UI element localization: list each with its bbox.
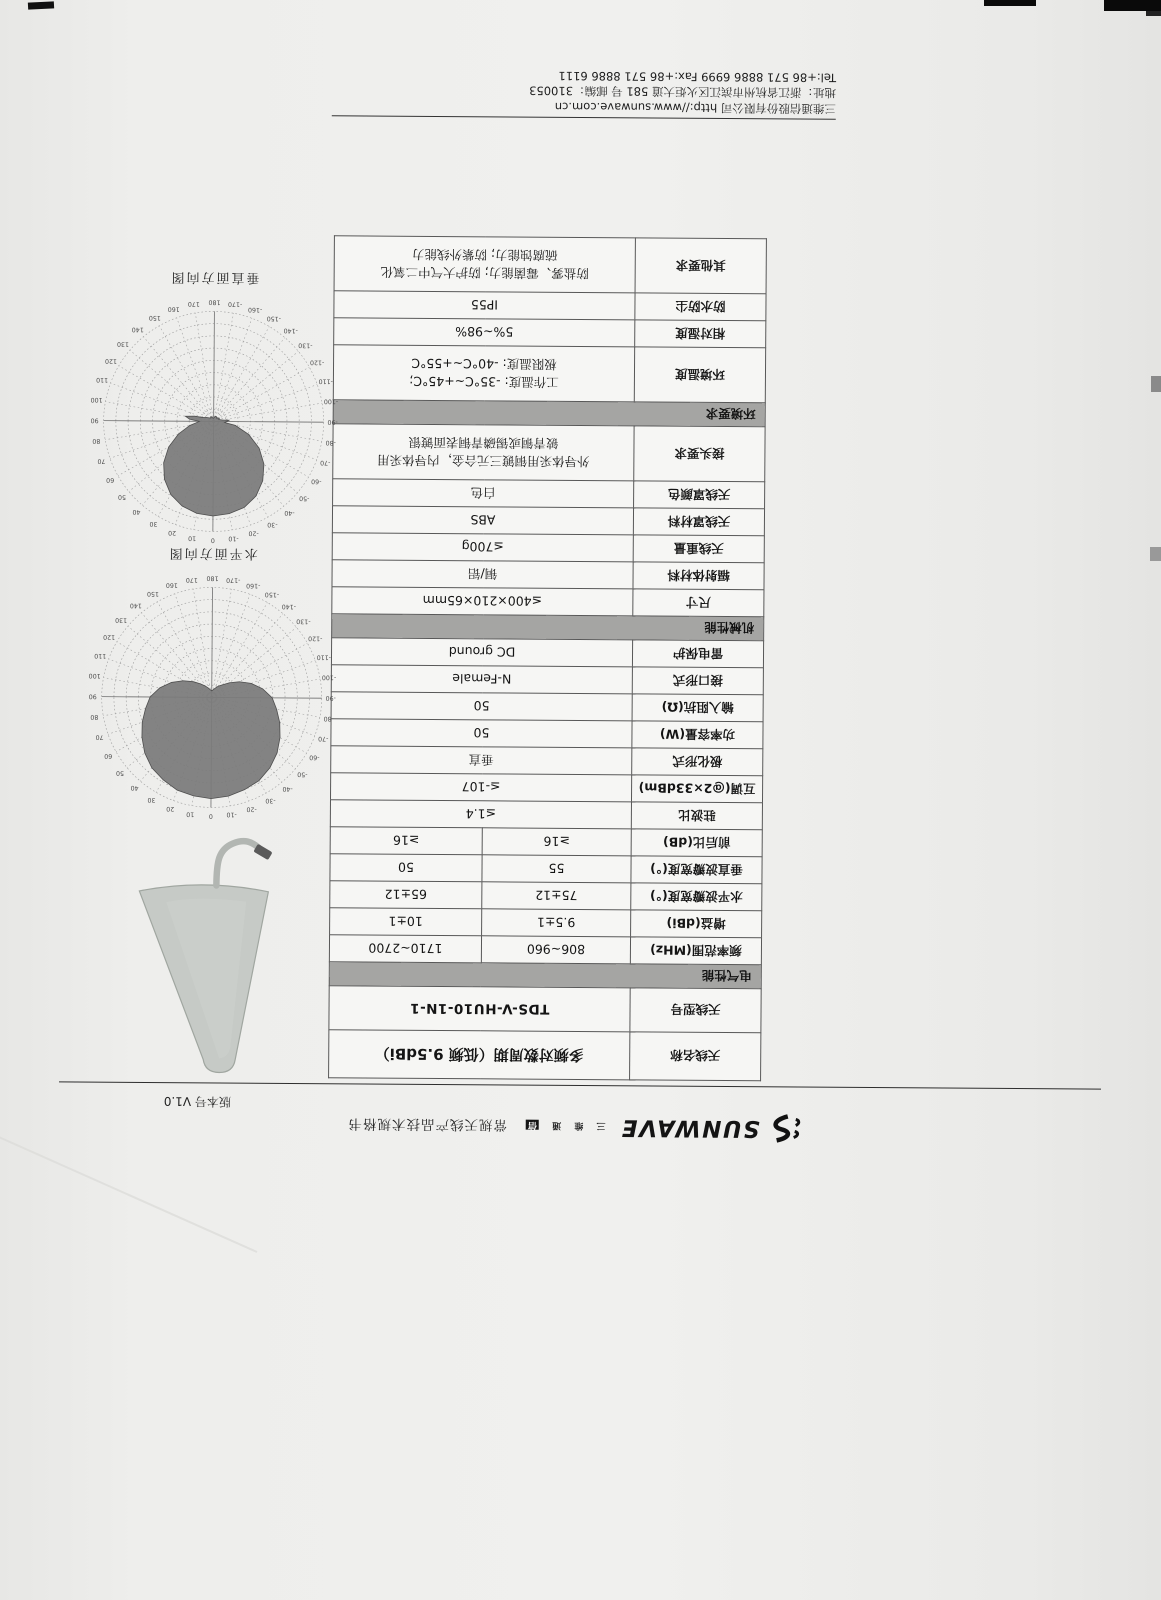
horizontal-pattern-caption: 水平面方向图 xyxy=(167,545,258,561)
header-rule xyxy=(59,1081,1101,1089)
svg-text:-20: -20 xyxy=(248,529,259,537)
spec-value-cell: ≤1.4 xyxy=(330,800,631,829)
svg-text:170: 170 xyxy=(187,300,200,308)
spec-label-cell: 相对湿度 xyxy=(635,320,766,348)
svg-text:-80: -80 xyxy=(325,438,336,446)
svg-text:60: 60 xyxy=(104,752,113,760)
svg-text:160: 160 xyxy=(167,305,180,313)
spec-label-cell: 极化形式 xyxy=(632,748,763,776)
horizontal-pattern-chart xyxy=(73,544,339,822)
section-header-cell: 环境要求 xyxy=(333,400,765,427)
spec-value-cell: DC ground xyxy=(331,638,632,667)
spec-label-cell: 天线型号 xyxy=(630,988,761,1033)
svg-text:-130: -130 xyxy=(296,617,311,625)
section-header-cell: 机械性能 xyxy=(332,614,764,641)
spec-value-cell: 50 xyxy=(331,719,632,748)
svg-text:150: 150 xyxy=(148,313,161,322)
svg-text:-170: -170 xyxy=(226,576,241,584)
spec-label-cell: 天线重量 xyxy=(633,535,764,563)
svg-text:120: 120 xyxy=(104,357,118,365)
svg-text:-100: -100 xyxy=(323,397,339,405)
svg-text:-120: -120 xyxy=(308,634,323,642)
vertical-pattern-plot xyxy=(87,295,341,547)
svg-text:70: 70 xyxy=(97,457,106,465)
spec-value-cell: 多频对数周期（低频 9.5dBi） xyxy=(329,1030,630,1080)
spec-label-cell: 驻波比 xyxy=(631,802,762,830)
spec-label-cell: 功率容量(W) xyxy=(632,721,763,749)
svg-text:80: 80 xyxy=(90,713,99,721)
svg-text:-60: -60 xyxy=(311,477,322,485)
svg-text:-100: -100 xyxy=(321,673,337,681)
spec-label-cell: 尺寸 xyxy=(633,589,764,617)
spec-value-cell: 铜/铝 xyxy=(332,560,633,589)
spec-value-cell: ≥16 xyxy=(482,828,631,856)
spec-table-body xyxy=(329,236,767,1081)
svg-text:180: 180 xyxy=(206,574,219,582)
spec-label-cell: 增益(dBi) xyxy=(631,910,762,938)
svg-text:100: 100 xyxy=(90,395,103,403)
svg-text:80: 80 xyxy=(92,437,101,445)
spec-value-cell: 806~960 xyxy=(481,936,630,964)
spec-table xyxy=(325,235,767,1081)
svg-text:-140: -140 xyxy=(283,326,298,334)
spec-label-cell: 雷电保护 xyxy=(632,640,763,668)
footer-company-line: 三维通信股份有限公司 http://www.sunwave.com.cn xyxy=(554,99,836,116)
svg-text:140: 140 xyxy=(129,601,142,609)
spec-value-cell: 外导体采用铜镀三元合金，内导体采用 铍青铜或锡磷青铜表面镀银 xyxy=(333,424,634,481)
svg-text:20: 20 xyxy=(166,804,175,812)
svg-text:90: 90 xyxy=(90,416,99,424)
horizontal-pattern-plot xyxy=(85,571,339,823)
spec-value-cell: 5%~98% xyxy=(334,318,635,347)
svg-text:50: 50 xyxy=(117,493,126,501)
spec-label-cell: 垂直波瓣宽度(°) xyxy=(631,856,762,884)
svg-text:10: 10 xyxy=(188,534,197,542)
spec-value-cell: 55 xyxy=(482,855,631,883)
spec-value-cell: ABS xyxy=(332,506,633,535)
spec-label-cell: 频率范围(MHz) xyxy=(630,937,761,965)
spec-value-cell: 垂直 xyxy=(331,746,632,775)
svg-text:-150: -150 xyxy=(266,314,282,322)
logo-cn-text: 三 维 通 信 xyxy=(527,1120,606,1131)
svg-text:110: 110 xyxy=(96,375,109,383)
logo-wordmark: SUNWAVE xyxy=(620,1114,760,1142)
section-header-cell: 电气性能 xyxy=(329,962,761,989)
svg-text:90: 90 xyxy=(88,692,97,700)
svg-text:-120: -120 xyxy=(309,358,325,366)
svg-text:40: 40 xyxy=(130,784,139,792)
spec-label-cell: 天线罩颜色 xyxy=(634,481,765,509)
spec-value-cell: 75±12 xyxy=(482,882,631,910)
svg-text:140: 140 xyxy=(131,325,144,333)
spec-label-cell: 接口形式 xyxy=(632,667,763,695)
spec-value-cell: ≤700g xyxy=(332,533,633,562)
antenna-photo xyxy=(130,825,277,1078)
svg-text:110: 110 xyxy=(94,651,107,659)
spec-label-cell: 天线名称 xyxy=(630,1032,761,1081)
footer-address-line: 地址：浙江省杭州市滨江区火炬大道 581 号 邮编：310053 xyxy=(529,84,836,101)
svg-text:-90: -90 xyxy=(327,418,338,426)
svg-text:-80: -80 xyxy=(323,714,334,722)
svg-text:150: 150 xyxy=(146,589,159,597)
svg-text:20: 20 xyxy=(168,528,177,536)
svg-text:-60: -60 xyxy=(309,753,320,761)
spec-value-cell: N-Female xyxy=(331,665,632,694)
svg-text:160: 160 xyxy=(165,581,178,589)
svg-text:-40: -40 xyxy=(282,785,293,793)
spec-label-cell: 天线罩材料 xyxy=(633,508,764,536)
svg-text:30: 30 xyxy=(149,520,158,528)
sunwave-logo-icon xyxy=(769,1113,803,1143)
spec-value-cell: 10±1 xyxy=(330,908,482,936)
page-footer xyxy=(332,66,836,120)
svg-text:130: 130 xyxy=(116,340,130,348)
spec-value-cell: 50 xyxy=(330,854,482,882)
svg-text:-50: -50 xyxy=(297,770,308,778)
svg-text:-140: -140 xyxy=(281,602,297,610)
svg-text:-70: -70 xyxy=(320,458,331,466)
svg-text:120: 120 xyxy=(103,633,116,641)
spec-value-cell: 白色 xyxy=(333,479,634,508)
svg-text:60: 60 xyxy=(106,476,115,484)
spec-label-cell: 辐射体材料 xyxy=(633,562,764,590)
svg-text:30: 30 xyxy=(147,796,156,804)
svg-text:-70: -70 xyxy=(318,734,329,742)
spec-value-cell: 工作温度: -35°C~+45°C; 极限温度: -40°C~+55°C xyxy=(333,345,634,402)
spec-label-cell: 环境温度 xyxy=(634,347,765,403)
svg-text:-40: -40 xyxy=(284,509,295,517)
svg-text:-10: -10 xyxy=(228,534,239,542)
svg-text:-10: -10 xyxy=(226,810,237,818)
spec-label-cell: 水平波瓣宽度(°) xyxy=(631,883,762,911)
antenna-photo-image xyxy=(130,825,277,1078)
svg-text:50: 50 xyxy=(115,769,125,777)
svg-text:-110: -110 xyxy=(316,653,331,661)
document-type-title: 常规天线产品技术规格书 xyxy=(347,1115,508,1133)
logo-cn-mark: 信 xyxy=(527,1120,538,1131)
spec-label-cell: 前后比(dB) xyxy=(631,829,762,857)
svg-text:-160: -160 xyxy=(247,305,263,313)
svg-text:10: 10 xyxy=(186,810,195,818)
spec-value-cell: 50 xyxy=(331,692,632,721)
svg-text:100: 100 xyxy=(88,671,101,679)
spec-value-cell: 9.5±1 xyxy=(482,909,631,937)
spec-value-cell: 1710~2700 xyxy=(329,935,481,963)
vertical-pattern-chart xyxy=(75,268,341,546)
svg-text:130: 130 xyxy=(115,616,128,624)
spec-value-cell: ≤-107 xyxy=(330,773,631,802)
svg-text:-170: -170 xyxy=(227,300,243,308)
svg-text:-110: -110 xyxy=(318,377,333,385)
svg-text:-150: -150 xyxy=(264,590,280,598)
svg-text:-160: -160 xyxy=(246,581,261,589)
spec-value-cell: 65±12 xyxy=(330,881,482,909)
spec-label-cell: 其他要求 xyxy=(635,238,766,294)
svg-text:40: 40 xyxy=(132,508,141,516)
svg-text:0: 0 xyxy=(208,812,213,820)
spec-value-cell: TDS-V-HU10-1N-1 xyxy=(329,986,630,1032)
svg-text:-30: -30 xyxy=(267,520,278,528)
svg-text:0: 0 xyxy=(210,536,215,544)
svg-text:-50: -50 xyxy=(299,494,310,502)
vertical-pattern-caption: 垂直面方向图 xyxy=(169,269,260,285)
spec-value-cell: IP55 xyxy=(334,291,635,320)
svg-text:-90: -90 xyxy=(325,694,336,702)
svg-text:-130: -130 xyxy=(298,341,313,349)
footer-tel-line: Tel:+86 571 8886 6999 Fax:+86 571 8886 6111 xyxy=(558,68,837,85)
svg-text:-20: -20 xyxy=(246,805,257,813)
spec-value-cell: 防盐雾、霉菌能力; 防护大气中二氧化 硫腐蚀能力; 防紫外线能力 xyxy=(334,236,635,293)
svg-text:180: 180 xyxy=(208,298,221,306)
svg-text:-30: -30 xyxy=(265,796,276,804)
spec-value-cell: ≤400×210×65mm xyxy=(332,587,633,616)
spec-label-cell: 输入阻抗(Ω) xyxy=(632,694,763,722)
svg-text:70: 70 xyxy=(95,733,104,741)
spec-label-cell: 防水防尘 xyxy=(635,293,766,321)
spec-label-cell: 接头要求 xyxy=(634,426,765,482)
spec-value-cell: ≥16 xyxy=(330,827,482,855)
page-header xyxy=(347,1110,802,1143)
version-label: 版本号 V1.0 xyxy=(163,1094,231,1109)
spec-label-cell: 互调(@2×33dBm) xyxy=(631,775,762,803)
svg-text:170: 170 xyxy=(185,576,198,584)
